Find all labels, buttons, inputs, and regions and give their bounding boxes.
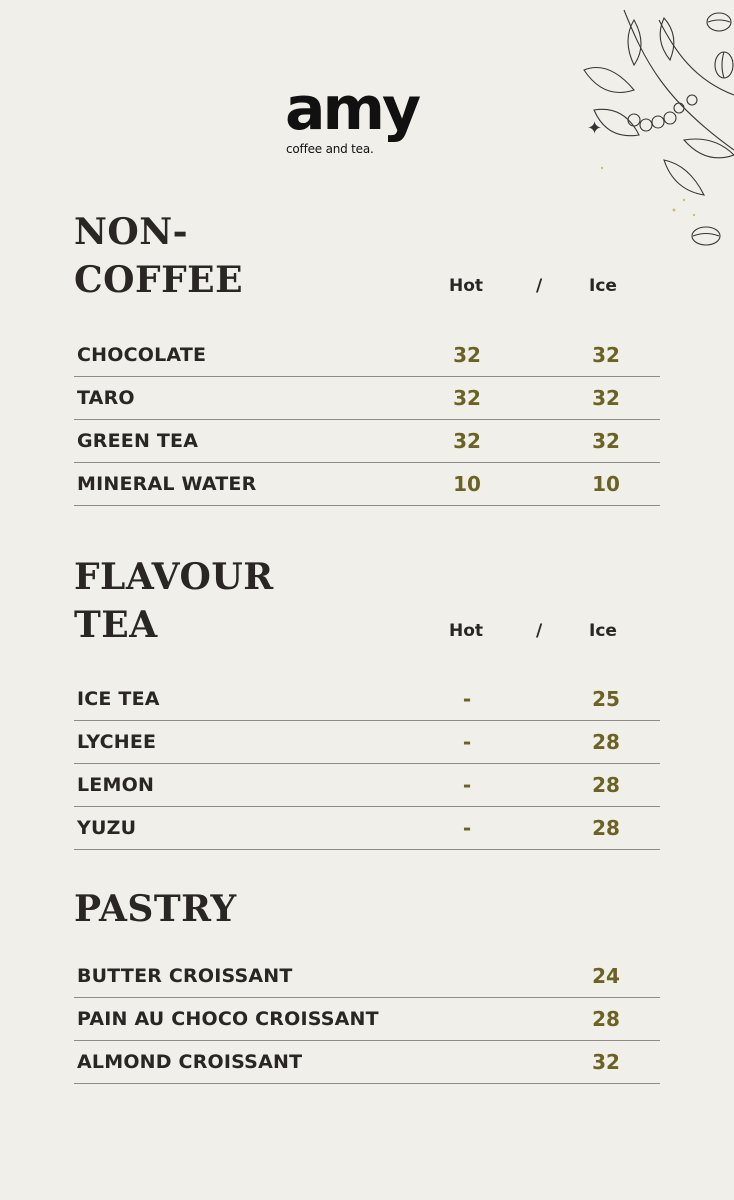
item-price: 24 — [592, 964, 620, 988]
item-name: ALMOND CROISSANT — [77, 1051, 303, 1073]
column-ice-label: Ice — [589, 621, 617, 641]
item-name: LYCHEE — [77, 731, 157, 753]
section-title: PASTRY — [74, 888, 237, 930]
section-title-line1: FLAVOUR — [74, 556, 274, 598]
hot-price: 10 — [453, 472, 481, 496]
item-name: YUZU — [77, 817, 137, 839]
ice-price: 32 — [592, 429, 620, 453]
ice-price: 32 — [592, 343, 620, 367]
menu-row — [74, 998, 660, 1041]
hot-price: - — [462, 730, 472, 754]
section-title-line2: TEA — [74, 604, 158, 646]
ice-price: 28 — [592, 816, 620, 840]
item-list — [74, 334, 660, 506]
column-separator: / — [536, 621, 543, 641]
menu-row — [74, 334, 660, 377]
column-hot-label: Hot — [449, 621, 484, 641]
item-name: PAIN AU CHOCO CROISSANT — [77, 1008, 379, 1030]
ice-price: 28 — [592, 773, 620, 797]
ice-price: 32 — [592, 386, 620, 410]
section-non-coffee — [74, 208, 660, 496]
ice-price: 10 — [592, 472, 620, 496]
menu-row — [74, 377, 660, 420]
section-title-line1: NON- — [74, 211, 189, 253]
item-list — [74, 678, 660, 850]
item-name: LEMON — [77, 774, 155, 796]
menu-row — [74, 764, 660, 807]
brand-tagline: coffee and tea. — [286, 142, 374, 156]
hot-price: 32 — [453, 343, 481, 367]
brand-logo — [285, 74, 455, 162]
item-name: BUTTER CROISSANT — [77, 965, 293, 987]
sparkle-icon: ✦ — [587, 118, 603, 139]
column-separator: / — [536, 276, 543, 296]
item-price: 28 — [592, 1007, 620, 1031]
hot-price: 32 — [453, 429, 481, 453]
brand-name: amy — [285, 74, 419, 144]
section-pastry — [74, 885, 660, 1074]
menu-row — [74, 463, 660, 506]
item-name: MINERAL WATER — [77, 473, 257, 495]
menu-row — [74, 807, 660, 850]
section-title-line2: COFFEE — [74, 259, 244, 301]
hot-price: - — [462, 773, 472, 797]
item-name: GREEN TEA — [77, 430, 199, 452]
item-name: CHOCOLATE — [77, 344, 207, 366]
item-name: ICE TEA — [77, 688, 160, 710]
item-price: 32 — [592, 1050, 620, 1074]
hot-price: 32 — [453, 386, 481, 410]
item-name: TARO — [77, 387, 135, 409]
hot-price: - — [462, 687, 472, 711]
column-hot-label: Hot — [449, 276, 484, 296]
menu-row — [74, 955, 660, 998]
ice-price: 28 — [592, 730, 620, 754]
menu-row — [74, 721, 660, 764]
ice-price: 25 — [592, 687, 620, 711]
column-ice-label: Ice — [589, 276, 617, 296]
hot-price: - — [462, 816, 472, 840]
section-flavour-tea — [74, 553, 660, 840]
menu-row — [74, 1041, 660, 1084]
menu-row — [74, 678, 660, 721]
item-list — [74, 955, 660, 1084]
menu-row — [74, 420, 660, 463]
